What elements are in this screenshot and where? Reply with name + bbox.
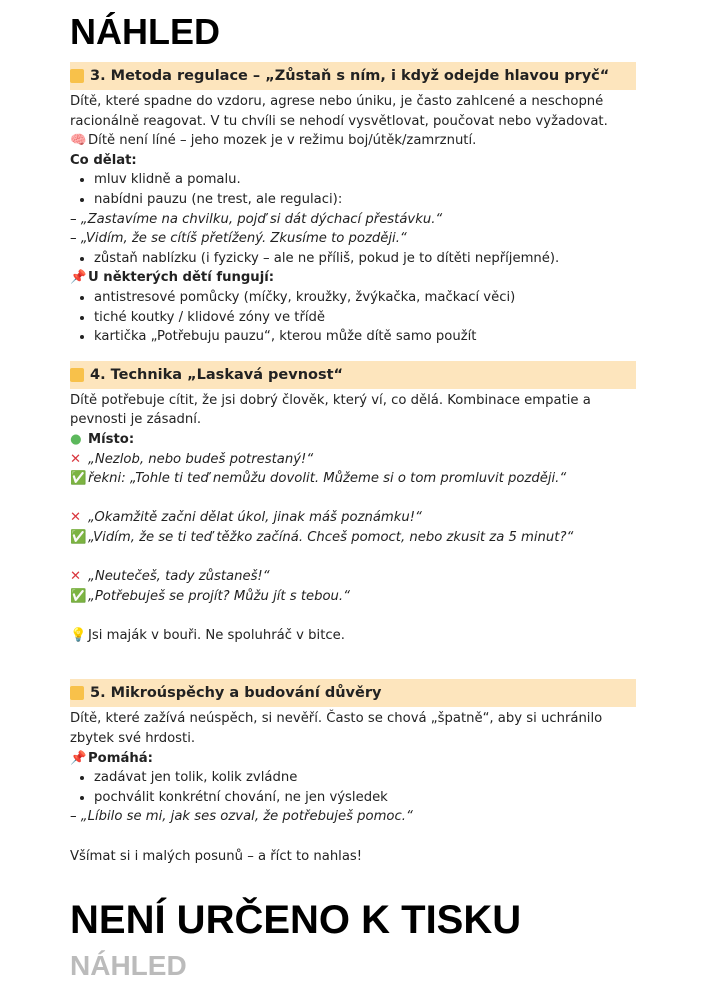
paragraph: Dítě není líné – jeho mozek je v režimu boj/útěk/zamrznutí. xyxy=(88,133,477,149)
section-heading xyxy=(70,62,636,90)
check-icon: ✅ xyxy=(70,471,87,487)
section-heading xyxy=(70,679,636,707)
watermark-preview: NÁHLED xyxy=(70,11,220,52)
good-example: „Potřebuješ se projít? Můžu jít s tebou.“ xyxy=(88,588,350,604)
paragraph: Dítě, které spadne do vzdoru, agrese nebo úniku, je často zahlcené a neschopné racionálně reagovat. V tu chvíli se nehodí vysvětlovat, poučovat nebo vyžadovat. xyxy=(70,94,608,129)
pin-icon: 📌 xyxy=(70,750,87,766)
bad-example: „Nezlob, nebo budeš potrestaný!“ xyxy=(88,451,314,467)
document-page xyxy=(70,62,636,866)
subheading: U některých dětí fungují: xyxy=(88,270,275,286)
subheading: Místo: xyxy=(88,431,135,447)
heading-text: 4. Technika „Laskavá pevnost“ xyxy=(90,366,344,383)
subheading: Co dělat: xyxy=(70,152,137,168)
check-icon: ✅ xyxy=(70,588,87,604)
cross-icon: ✕ xyxy=(70,451,82,467)
list-item: • zadávat jen tolik, kolik zvládne xyxy=(94,768,636,788)
bad-example: „Neutečeš, tady zůstaneš!“ xyxy=(88,569,270,585)
good-example: „Vidím, že se ti teď těžko začíná. Chceš pomoct, nebo zkusit za 5 minut?“ xyxy=(88,529,574,545)
pin-icon: 📌 xyxy=(70,270,87,286)
bad-example: „Okamžitě začni dělat úkol, jinak máš poznámku!“ xyxy=(88,510,422,526)
quote: – „Zastavíme na chvilku, pojď si dát dýchací přestávku.“ xyxy=(70,211,443,227)
cross-icon: ✕ xyxy=(70,510,82,526)
heading-text: 3. Metoda regulace – „Zůstaň s ním, i když odejde hlavou pryč“ xyxy=(90,68,610,84)
watermark-not-for-print: NENÍ URČENO K TISKU xyxy=(70,898,522,942)
list-item: • mluv klidně a pomalu. xyxy=(94,170,636,190)
watermark-preview-gray: NÁHLED xyxy=(70,950,187,981)
list-item: • kartička „Potřebuju pauzu“, kterou může dítě samo použít xyxy=(94,327,636,347)
quote: – „Vidím, že se cítíš přetížený. Zkusíme to později.“ xyxy=(70,231,407,247)
check-icon: ✅ xyxy=(70,529,87,545)
tip: Jsi maják v bouři. Ne spoluhráč v bitce. xyxy=(88,627,345,643)
list-item: • zůstaň nablízku (i fyzicky – ale ne příliš, pokud je to dítěti nepříjemné). xyxy=(94,249,636,269)
paragraph: Dítě, které zažívá neúspěch, si nevěří. Často se chová „špatně“, aby si uchránilo zbytek své hrdosti. xyxy=(70,711,603,747)
square-icon xyxy=(70,686,84,700)
subheading: Pomáhá: xyxy=(88,750,153,766)
green-circle-icon: ● xyxy=(70,431,82,447)
list-item: • nabídni pauzu (ne trest, ale regulaci): xyxy=(94,190,636,210)
list-item: • tiché koutky / klidové zóny ve třídě xyxy=(94,308,636,328)
square-icon xyxy=(70,368,84,382)
paragraph: Všímat si i malých posunů – a říct to nahlas! xyxy=(70,848,363,864)
list-item: • pochválit konkrétní chování, ne jen výsledek xyxy=(94,788,636,808)
lightbulb-icon: 💡 xyxy=(70,627,87,643)
section-heading xyxy=(70,361,636,389)
list-item: • antistresové pomůcky (míčky, kroužky, žvýkačka, mačkací věci) xyxy=(94,288,636,308)
cross-icon: ✕ xyxy=(70,569,82,585)
good-example: řekni: „Tohle ti teď nemůžu dovolit. Můžeme si o tom promluvit později.“ xyxy=(88,471,567,487)
square-icon xyxy=(70,69,84,83)
brain-icon: 🧠 xyxy=(70,133,87,149)
paragraph: Dítě potřebuje cítit, že jsi dobrý člověk, který ví, co dělá. Kombinace empatie a pevnosti je zásadní. xyxy=(70,392,591,428)
quote: – „Líbilo se mi, jak ses ozval, že potřebuješ pomoc.“ xyxy=(70,809,413,825)
heading-text: 5. Mikroúspěchy a budování důvěry xyxy=(90,685,382,702)
